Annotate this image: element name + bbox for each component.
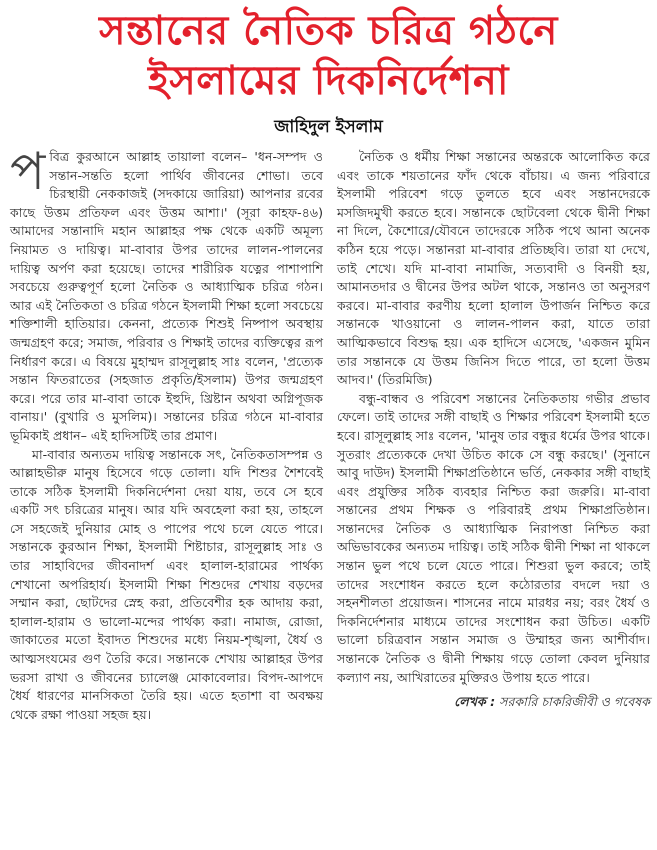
headline-line-1: সন্তানের নৈতিক চরিত্র গঠনে [99,8,558,54]
byline-text: সরকারি চাকরিজীবী ও গবেষক [499,694,650,710]
headline [0,6,657,106]
paragraph: মা-বাবার অন্যতম দায়িত্ব সন্তানকে সৎ, নৈতিকতাসম্পন্ন ও আল্লাহভীরু মানুষ হিসেবে গড়ে তোলা। যদি শিশুর শৈশবেই তাকে সঠিক ইসলামী দিকনির্দেশনা দেয়া যায়, তবে সে হবে একটি সৎ চরিত্রের মানুষ। আর যদি অবহেলা করা হয়, তাহলে সে সহজেই দুনিয়ার মোহ ও পাপের পথে চলে যেতে পারে। সন্তানকে কুরআন শিক্ষা, ইসলামী শিষ্টাচার, রাসূলুল্লাহ সাঃ ও তার সাহাবিদের জীবনাদর্শ এবং হালাল-হারামের পার্থক্য শেখানো অপরিহার্য। ইসলামী শিক্ষা শিশুদের শেখায় বড়দের সম্মান করা, ছোটদের স্নেহ করা, প্রতিবেশীর হক আদায় করা, হালাল-হারাম ও ভালো-মন্দের পার্থক্য করা। নামাজ, রোজা, জাকাতের মতো ইবাদত শিশুদের মধ্যে নিয়ম-শৃঙ্খলা, ধৈর্য ও আত্মসংযমের গুণ তৈরি করে। সন্তানকে শেখায় আল্লাহর উপর ভরসা রাখা ও জীবনের চ্যালেঞ্জ মোকাবেলার। বিপদ-আপদে ধৈর্য ধারণের মানসিকতা তৈরি হয়। এতে হতাশা বা অবক্ষয় থেকে রক্ষা পাওয়া সহজ হয়। [10,446,323,722]
paragraph-text: বিত্র কুরআনে আল্লাহ তায়ালা বলেন– 'ধন-সম্পদ ও সন্তান-সন্ততি হলো পার্থিব জীবনের শোভা। তবে চিরস্থায়ী নেককাজই (সদকায়ে জারিয়া) আপনার রবের কাছে উত্তম প্রতিফল এবং উত্তম আশা।' (সূরা কাহফ-৪৬) আমাদের সন্তানাদি মহান আল্লাহর পক্ষ থেকে একটি অমূল্য নিয়ামত ও দায়িত্ব। মা-বাবার উপর তাদের লালন-পালনের দায়িত্ব অর্পণ করা হয়েছে। তাদের শারীরিক যত্নের পাশাপাশি সবচেয়ে গুরুত্বপূর্ণ হলো নৈতিক ও আধ্যাত্মিক চরিত্র গঠন। আর এই নৈতিকতা ও চরিত্র গঠনে ইসলামী শিক্ষা হলো সবচেয়ে শক্তিশালী হাতিয়ার। কেননা, প্রত্যেক শিশুই নিষ্পাপ অবস্থায় জন্মগ্রহণ করে; সমাজ, পরিবার ও শিক্ষাই তাদের ব্যক্তিত্বের রূপ নির্ধারণ করে। এ বিষয়ে মুহাম্মদ রাসূলুল্লাহ সাঃ বলেন, 'প্রত্যেক সন্তান ফিতরাতের (সহজাত প্রকৃতি/ইসলাম) উপর জন্মগ্রহণ করে। পরে তার মা-বাবা তাকে ইহুদি, খ্রিষ্টান অথবা অগ্নিপূজক বানায়।' (বুখারি ও মুসলিম)। সন্তানের চরিত্র গঠনে মা-বাবার ভূমিকাই প্রধান– এই হাদিসটিই তার প্রমাণ। [10,149,323,443]
byline-label: লেখক : [454,694,496,710]
column-right [337,148,650,724]
headline-line-2: ইসলামের দিকনির্দেশনা [148,58,509,104]
byline [337,693,650,712]
article-header [0,6,657,138]
author-name: জাহিদুল ইসলাম [274,117,383,137]
drop-cap: প [10,142,46,202]
column-left [10,142,323,724]
paragraph [10,142,323,446]
article-body [10,142,650,724]
paragraph: নৈতিক ও ধর্মীয় শিক্ষা সন্তানের অন্তরকে আলোকিত করে এবং তাকে শয়তানের ফাঁদ থেকে বাঁচায়। এ জন্য পরিবারে ইসলামী পরিবেশ গড়ে তুলতে হবে এবং সন্তানদেরকে মসজিদমুখী করতে হবে। সন্তানকে ছোটবেলা থেকে দ্বীনী শিক্ষা না দিলে, কৈশোরে/যৌবনে তাদেরকে সঠিক পথে আনা অনেক কঠিন হয়ে পড়ে। সন্তানরা মা-বাবার প্রতিচ্ছবি। তারা যা দেখে, তাই শেখে। যদি মা-বাবা নামাজি, সত্যবাদী ও বিনয়ী হয়, আমানতদার ও দ্বীনের উপর অটল থাকে, সন্তানও তা অনুসরণ করবে। মা-বাবার করণীয় হলো হালাল উপার্জন নিশ্চিত করে সন্তানকে খাওয়ানো ও লালন-পালন করা, যাতে তারা আত্মিকভাবে বিশুদ্ধ হয়। এক হাদিসে এসেছে, 'একজন মুমিন তার সন্তানকে যে উত্তম জিনিস দিতে পারে, তা হলো উত্তম আদব।' (তিরমিজি) [337,149,650,388]
paragraph: বন্ধু-বান্ধব ও পরিবেশ সন্তানের নৈতিকতায় গভীর প্রভাব ফেলে। তাই তাদের সঙ্গী বাছাই ও শিক্ষার পরিবেশ ইসলামী হতে হবে। রাসূলুল্লাহ সাঃ বলেন, 'মানুষ তার বন্ধুর ধর্মের উপর থাকে। সুতরাং প্রত্যেককে দেখা উচিত কাকে সে বন্ধু করছে।' (সুনানে আবু দাউদ) ইসলামী শিক্ষাপ্রতিষ্ঠানে ভর্তি, নেককার সঙ্গী বাছাই এবং প্রযুক্তির সঠিক ব্যবহার নিশ্চিত করা জরুরি। মা-বাবা সন্তানের প্রথম শিক্ষক ও পরিবারই প্রথম শিক্ষাপ্রতিষ্ঠান। সন্তানদের নৈতিক ও আধ্যাত্মিক নিরাপত্তা নিশ্চিত করা অভিভাবকের অন্যতম দায়িত্ব। তাই সঠিক দ্বীনী শিক্ষা না থাকলে সন্তান ভুল পথে চলে যেতে পারে। শিশুরা ভুল করবে; তাই তাদের সংশোধন করতে হলে কঠোরতার বদলে দয়া ও সহনশীলতা প্রয়োজন। শাসনের নামে মারধর নয়; বরং ধৈর্য ও দিকনির্দেশনার মাধ্যমে তাদের সংশোধন করা উচিত। একটি ভালো চরিত্রবান সন্তান সমাজ ও উম্মাহর জন্য আশীর্বাদ। সন্তানকে নৈতিক ও দ্বীনী শিক্ষায় গড়ে তোলা কেবল দুনিয়ার কল্যাণ নয়, আখিরাতের মুক্তিরও উপায় হতে পারে। [337,390,650,685]
